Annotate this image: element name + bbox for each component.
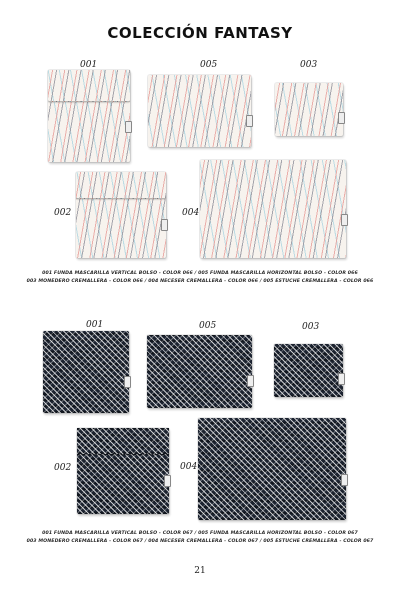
product-label-005: 005 xyxy=(200,60,218,70)
product-flap xyxy=(76,172,166,199)
product-004-fantasy xyxy=(200,160,346,258)
caption-line: 003 MONEDERO CREMALLERA - COLOR 066 / 004 NECESER CREMALLERA - COLOR 066 / 005 ESTUCHE CREMALLERA - COLOR 066 xyxy=(26,279,374,284)
product-flap xyxy=(48,70,130,102)
product-001-fantasy xyxy=(48,70,130,162)
label-tag xyxy=(124,376,131,388)
product-label-005: 005 xyxy=(199,321,217,331)
label-tag xyxy=(341,214,348,226)
label-tag xyxy=(247,375,254,387)
product-005-fantasy xyxy=(148,75,251,147)
section-caption xyxy=(0,270,400,286)
product-flap xyxy=(77,428,169,455)
label-tag xyxy=(338,112,345,124)
product-label-003: 003 xyxy=(300,60,318,70)
label-tag xyxy=(341,474,348,486)
label-tag xyxy=(164,475,171,487)
caption-line: 001 FUNDA MASCARILLA VERTICAL BOLSO - COLOR 066 / 005 FUNDA MASCARILLA HORIZONTAL BOLSO - COLOR 066 xyxy=(42,271,358,276)
product-label-004: 004 xyxy=(180,462,198,472)
product-003-fantasy xyxy=(275,83,343,136)
product-label-001: 001 xyxy=(86,320,104,330)
product-001-houndstooth xyxy=(43,331,129,413)
label-tag xyxy=(161,219,168,231)
product-003-houndstooth xyxy=(274,344,343,397)
caption-line: 003 MONEDERO CREMALLERA - COLOR 067 / 004 NECESER CREMALLERA - COLOR 067 / 005 ESTUCHE CREMALLERA - COLOR 067 xyxy=(26,539,374,544)
product-label-003: 003 xyxy=(302,322,320,332)
product-label-002: 002 xyxy=(54,463,72,473)
page-number: 21 xyxy=(194,566,206,576)
label-tag xyxy=(125,121,132,133)
section-caption xyxy=(0,530,400,546)
label-tag xyxy=(338,373,345,385)
page-title: COLECCIÓN FANTASY xyxy=(107,24,293,42)
product-label-002: 002 xyxy=(54,208,72,218)
caption-line: 001 FUNDA MASCARILLA VERTICAL BOLSO - COLOR 067 / 005 FUNDA MASCARILLA HORIZONTAL BOLSO - COLOR 067 xyxy=(42,531,358,536)
product-label-004: 004 xyxy=(182,208,200,218)
product-005-houndstooth xyxy=(147,335,252,408)
product-002-houndstooth xyxy=(77,428,169,514)
label-tag xyxy=(246,115,253,127)
product-004-houndstooth xyxy=(198,418,346,520)
product-002-fantasy xyxy=(76,172,166,258)
product-label-001: 001 xyxy=(80,60,98,70)
